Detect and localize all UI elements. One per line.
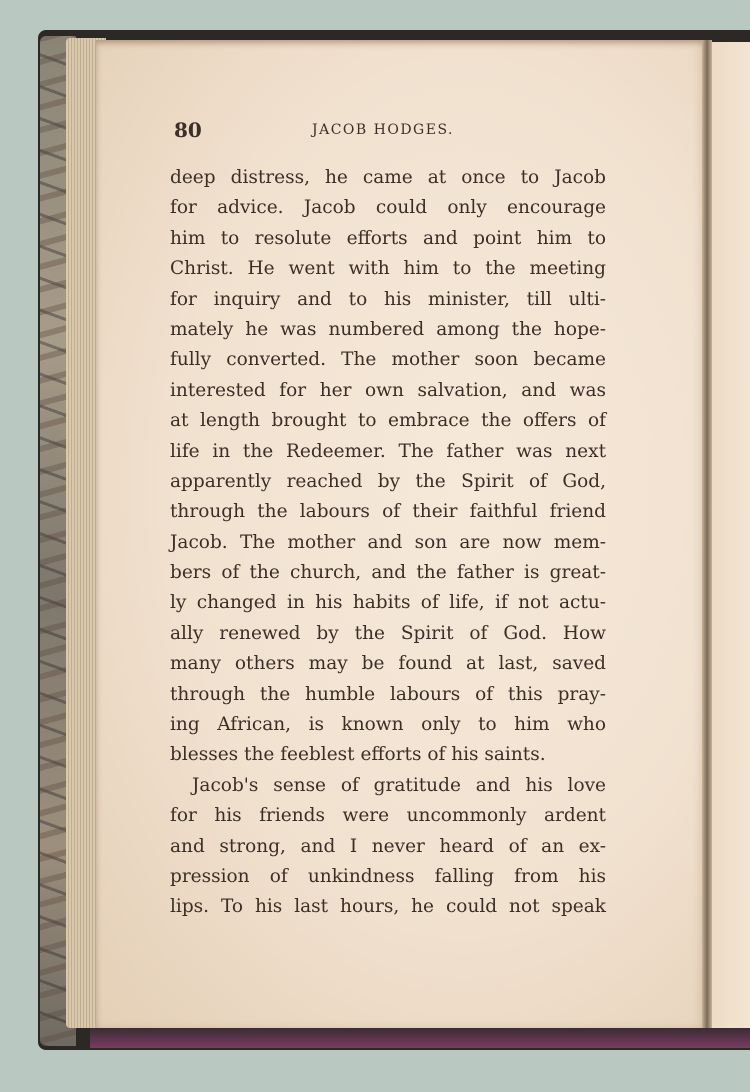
- text-line: ally renewed by the Spirit of God. How: [170, 622, 606, 644]
- text-line: ly changed in his habits of life, if not actu-: [170, 592, 606, 614]
- text-line: life in the Redeemer. The father was next: [170, 440, 606, 462]
- text-line: blesses the feeblest efforts of his saints.: [170, 744, 546, 766]
- text-line: Jacob's sense of gratitude and his love: [192, 774, 606, 796]
- text-line: Christ. He went with him to the meeting: [170, 258, 606, 280]
- body-text: [170, 163, 606, 923]
- text-line: lips. To his last hours, he could not speak: [170, 896, 606, 918]
- text-line: ing African, is known only to him who: [170, 714, 606, 736]
- text-line: many others may be found at last, saved: [170, 653, 606, 675]
- text-line: for inquiry and to his minister, till ulti-: [170, 288, 606, 310]
- page-number: 80: [174, 118, 202, 142]
- text-line: deep distress, he came at once to Jacob: [170, 167, 606, 188]
- text-line: through the humble labours of this pray-: [170, 683, 606, 705]
- book-bottom-edge: [90, 1028, 750, 1048]
- text-line: apparently reached by the Spirit of God,: [170, 470, 606, 492]
- text-line: for advice. Jacob could only encourage: [170, 197, 606, 219]
- facing-page-edge: [712, 42, 750, 1030]
- text-line: and strong, and I never heard of an ex-: [170, 835, 606, 857]
- book-gutter: [702, 40, 712, 1030]
- text-line: through the labours of their faithful friend: [170, 501, 606, 523]
- text-line: Jacob. The mother and son are now mem-: [170, 531, 606, 553]
- text-line: pression of unkindness falling from his: [170, 865, 606, 887]
- text-line: at length brought to embrace the offers of: [170, 410, 606, 432]
- text-line: interested for her own salvation, and was: [170, 379, 606, 401]
- running-head: [174, 118, 604, 146]
- text-line: for his friends were uncommonly ardent: [170, 805, 606, 827]
- running-title: JACOB HODGES.: [312, 122, 455, 138]
- text-line: mately he was numbered among the hope-: [170, 318, 606, 340]
- text-line: bers of the church, and the father is great-: [170, 562, 606, 584]
- text-line: him to resolute efforts and point him to: [170, 227, 606, 249]
- text-line: fully converted. The mother soon became: [170, 349, 606, 371]
